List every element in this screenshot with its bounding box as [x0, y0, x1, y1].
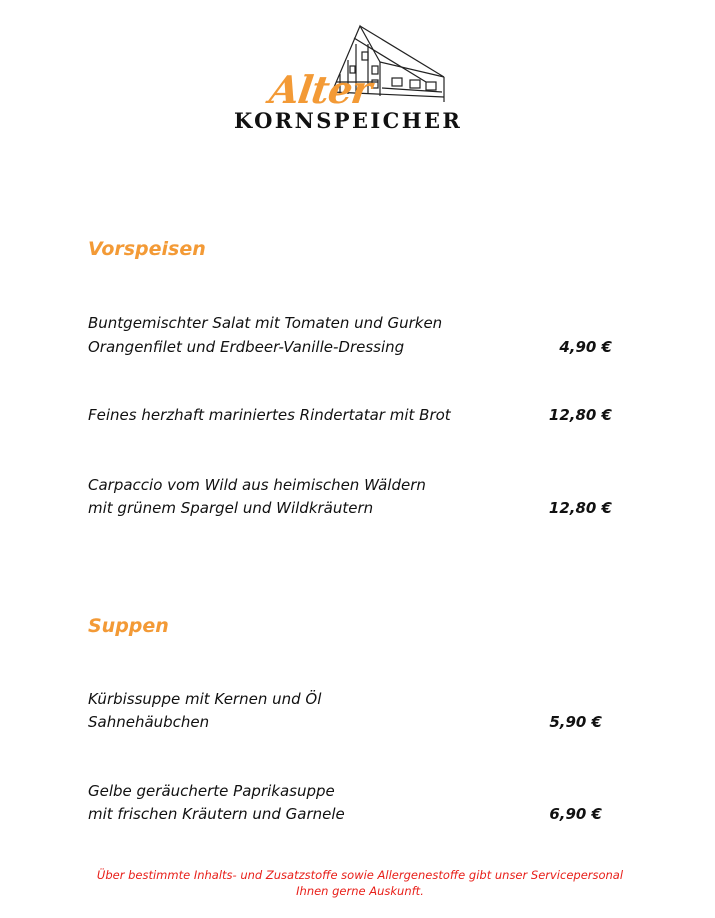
menu-item-price: 12,80 € — [548, 406, 612, 424]
menu-item-description-line: Buntgemischter Salat mit Tomaten und Gurken — [88, 314, 443, 332]
menu-item-description-line: Feines herzhaft mariniertes Rindertatar mit Brot — [88, 406, 451, 424]
logo-script-text: Alter — [266, 67, 374, 112]
logo-wordmark: KORNSPEICHER — [234, 108, 463, 133]
footer-note-line: Über bestimmte Inhalts- und Zusatzstoffe sowie Allergenestoffe gibt unser Servicepersonal — [96, 868, 624, 882]
section-title-vorspeisen: Vorspeisen — [88, 238, 206, 260]
allergen-footer-note — [60, 867, 660, 899]
menu-item-price: 12,80 € — [548, 499, 612, 517]
menu-item-description-line: Carpaccio vom Wild aus heimischen Wäldern — [88, 476, 426, 494]
menu-item-description-line: mit grünem Spargel und Wildkräutern — [88, 499, 374, 517]
menu-item-price: 5,90 € — [549, 713, 602, 731]
menu-item-description-line: Sahnehäubchen — [88, 713, 210, 731]
menu-item-description-line: Gelbe geräucherte Paprikasuppe — [88, 782, 335, 800]
menu-item-price: 6,90 € — [549, 805, 602, 823]
restaurant-logo — [232, 22, 484, 132]
footer-note-line: Ihnen gerne Auskunft. — [296, 884, 424, 898]
menu-item-description-line: Orangenfilet und Erdbeer-Vanille-Dressing — [88, 338, 405, 356]
section-title-suppen: Suppen — [88, 615, 169, 637]
menu-item-description-line: mit frischen Kräutern und Garnele — [88, 805, 345, 823]
menu-item-description-line: Kürbissuppe mit Kernen und Öl — [88, 690, 322, 708]
menu-item-price: 4,90 € — [559, 338, 612, 356]
